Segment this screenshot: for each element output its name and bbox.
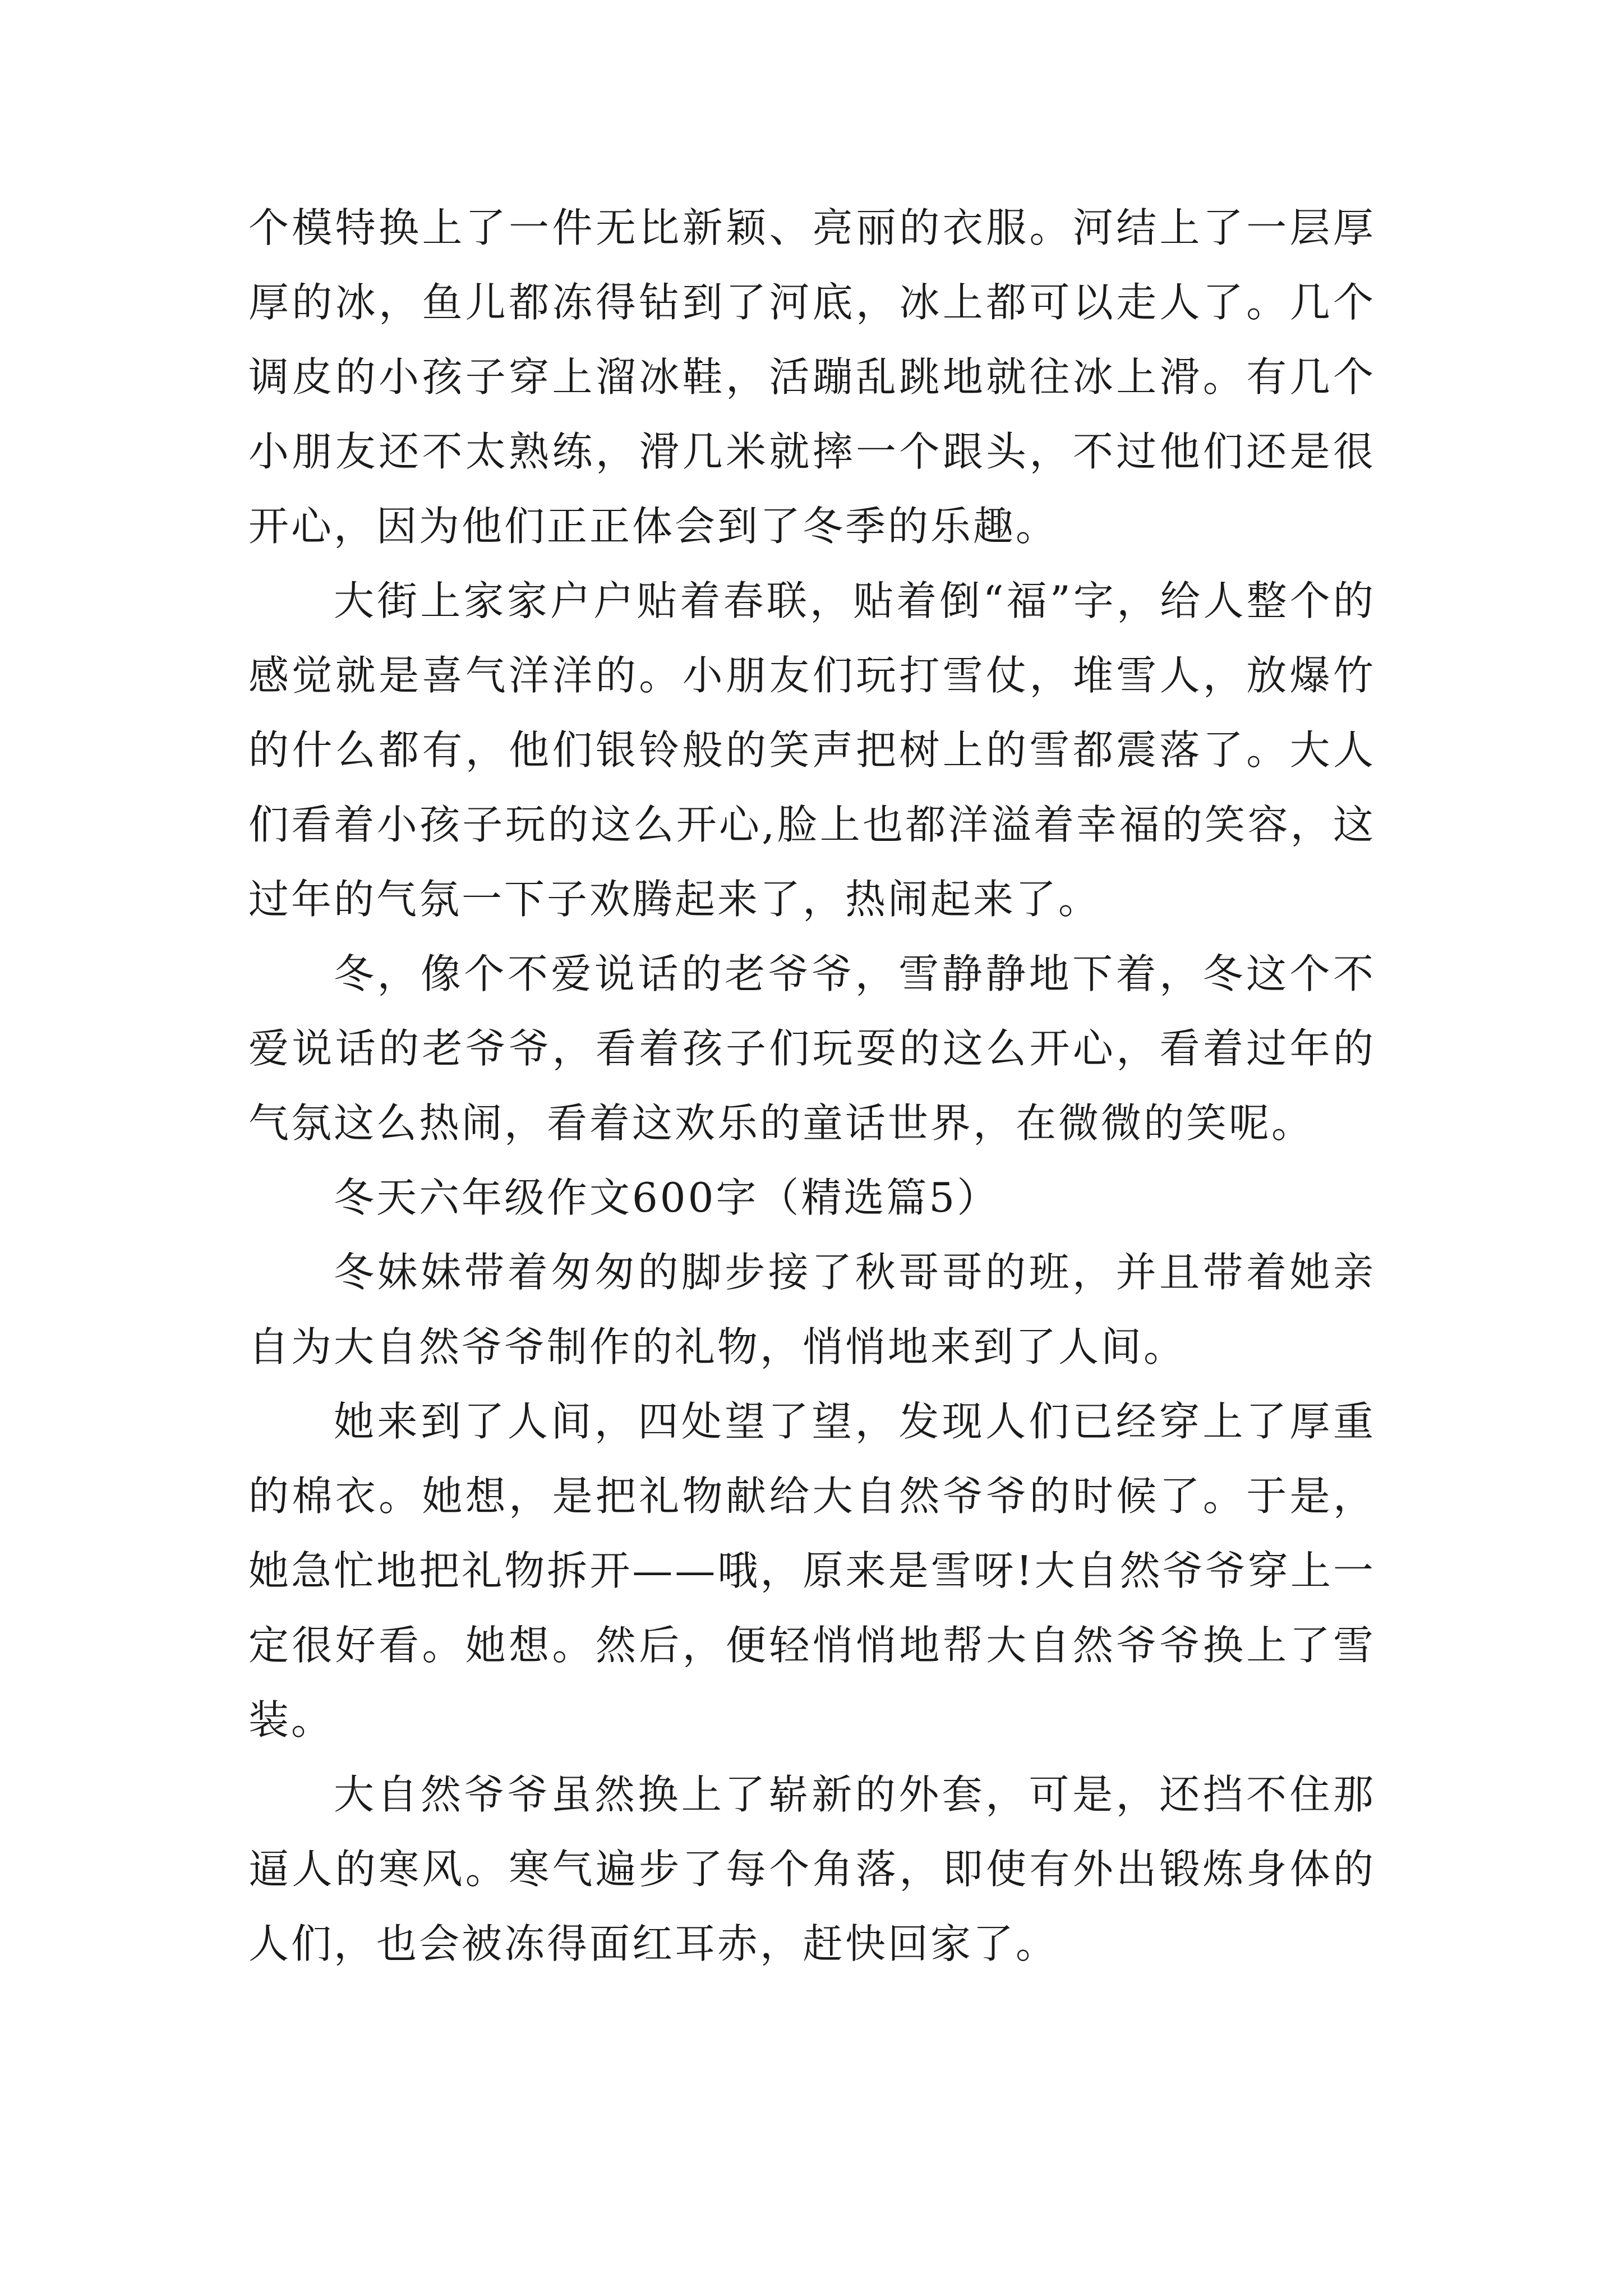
paragraph-3: 冬，像个不爱说话的老爷爷，雪静静地下着，冬这个不爱说话的老爷爷，看着孩子们玩耍的这么开心，看着过年的气氛这么热闹，看着这欢乐的童话世界，在微微的笑呢。 — [248, 950, 1376, 1147]
paragraph-1: 个模特换上了一件无比新颖、亮丽的衣服。河结上了一层厚厚的冰，鱼儿都冻得钻到了河底，冰上都可以走人了。几个调皮的小孩子穿上溜冰鞋，活蹦乱跳地就往冰上滑。有几个小朋友还不太熟练，滑几米就摔一个跟头，不过他们还是很开心，因为他们正正体会到了冬季的乐趣。 — [248, 204, 1376, 550]
paragraph-2: 大街上家家户户贴着春联，贴着倒“福”字，给人整个的感觉就是喜气洋洋的。小朋友们玩打雪仗，堆雪人，放爆竹的什么都有，他们银铃般的笑声把树上的雪都震落了。大人们看着小孩子玩的这么开心,脸上也都洋溢着幸福的笑容，这过年的气氛一下子欢腾起来了，热闹起来了。 — [248, 577, 1376, 923]
section-heading: 冬天六年级作文600字（精选篇5） — [334, 1174, 1000, 1221]
document-body — [248, 191, 1376, 1981]
paragraph-4: 冬妹妹带着匆匆的脚步接了秋哥哥的班，并且带着她亲自为大自然爷爷制作的礼物，悄悄地来到了人间。 — [248, 1249, 1376, 1370]
paragraph-5: 她来到了人间，四处望了望，发现人们已经穿上了厚重的棉衣。她想，是把礼物献给大自然爷爷的时候了。于是，她急忙地把礼物拆开——哦，原来是雪呀!大自然爷爷穿上一定很好看。她想。然后，便轻悄悄地帮大自然爷爷换上了雪装。 — [248, 1398, 1376, 1743]
paragraph-6: 大自然爷爷虽然换上了崭新的外套，可是，还挡不住那逼人的寒风。寒气遍步了每个角落，即使有外出锻炼身体的人们，也会被冻得面红耳赤，赶快回家了。 — [248, 1771, 1376, 1967]
